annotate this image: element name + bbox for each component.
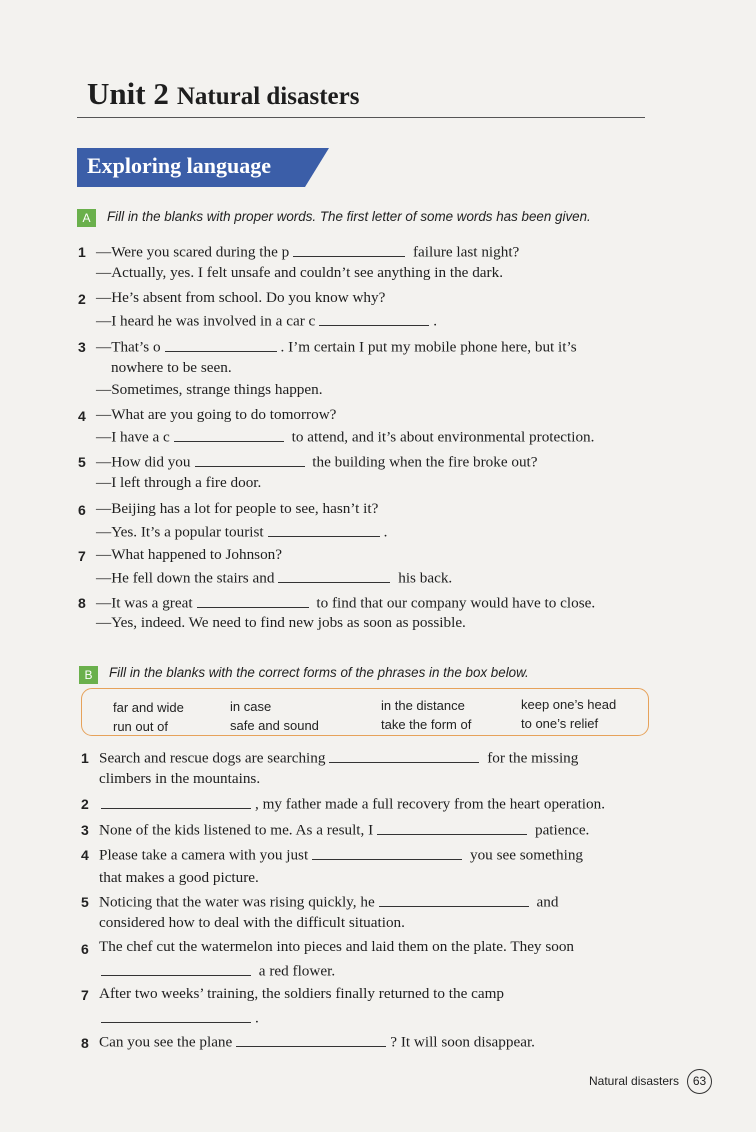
b6-line1: The chef cut the watermelon into pieces and laid them on the plate. They soon xyxy=(99,938,575,955)
text: —I have a c xyxy=(96,428,170,446)
b1-line1 xyxy=(99,748,578,768)
page-number: 63 xyxy=(687,1069,712,1094)
text: —It was a great xyxy=(96,594,193,612)
answer-blank[interactable] xyxy=(319,311,429,326)
a2-number: 2 xyxy=(78,291,86,307)
text: Noticing that the water was rising quickly, he xyxy=(99,893,375,911)
text: . xyxy=(255,1009,259,1027)
text: —He fell down the stairs and xyxy=(96,569,275,587)
text: the building when the fire broke out? xyxy=(308,453,538,471)
text: . I’m certain I put my mobile phone here, but it’s xyxy=(280,338,577,356)
a3-number: 3 xyxy=(78,339,86,355)
text: failure last night? xyxy=(409,243,520,261)
text: —I heard he was involved in a car c xyxy=(96,312,316,330)
b2-line1 xyxy=(99,794,605,814)
title-divider xyxy=(77,117,645,118)
a6-line1: —Beijing has a lot for people to see, hasn’t it? xyxy=(96,500,379,517)
section-a-badge: A xyxy=(77,209,96,227)
a3-line1 xyxy=(96,337,577,357)
answer-blank[interactable] xyxy=(195,452,305,467)
b3-line1 xyxy=(99,820,589,840)
answer-blank[interactable] xyxy=(293,242,405,257)
b4-line1 xyxy=(99,845,583,865)
a8-number: 8 xyxy=(78,595,86,611)
b4-number: 4 xyxy=(81,847,89,863)
text: . xyxy=(383,523,388,541)
text: and xyxy=(532,893,559,911)
b7-number: 7 xyxy=(81,987,89,1003)
phrase-item: take the form of xyxy=(381,717,472,732)
phrase-item: safe and sound xyxy=(230,718,319,733)
a5-line2: —I left through a fire door. xyxy=(96,474,262,491)
section-banner xyxy=(77,148,329,187)
answer-blank[interactable] xyxy=(174,427,284,442)
a6-number: 6 xyxy=(78,502,86,518)
text: —Yes. It’s a popular tourist xyxy=(96,523,264,541)
a1-number: 1 xyxy=(78,244,86,260)
a5-line1 xyxy=(96,452,538,472)
a8-line2: —Yes, indeed. We need to find new jobs as soon as possible. xyxy=(96,614,466,631)
a3-line3: —Sometimes, strange things happen. xyxy=(96,381,323,398)
a6-line2 xyxy=(96,522,387,542)
text: ? It will soon disappear. xyxy=(390,1033,535,1051)
text: his back. xyxy=(394,569,453,587)
b5-line1 xyxy=(99,892,558,912)
a4-line2 xyxy=(96,427,594,447)
a8-line1 xyxy=(96,593,595,613)
text: , my father made a full recovery from the heart operation. xyxy=(255,795,606,813)
text: Search and rescue dogs are searching xyxy=(99,749,326,767)
phrase-item: keep one’s head xyxy=(521,697,617,712)
phrase-item: in the distance xyxy=(381,698,465,713)
text: —That’s o xyxy=(96,338,161,356)
b6-line2 xyxy=(99,961,335,981)
b1-line2: climbers in the mountains. xyxy=(99,770,261,787)
answer-blank[interactable] xyxy=(236,1032,386,1047)
answer-blank[interactable] xyxy=(377,820,527,835)
a7-line1: —What happened to Johnson? xyxy=(96,546,283,563)
phrase-item: in case xyxy=(230,699,272,714)
text: Can you see the plane xyxy=(99,1033,233,1051)
section-b-badge: B xyxy=(79,666,98,684)
text: —Were you scared during the p xyxy=(96,243,290,261)
b7-line2 xyxy=(99,1008,259,1028)
text: for the missing xyxy=(483,749,579,767)
section-b-instruction: Fill in the blanks with the correct forms of the phrases in the box below. xyxy=(109,665,529,680)
banner-title: Exploring language xyxy=(87,153,271,178)
b1-number: 1 xyxy=(81,750,89,766)
answer-blank[interactable] xyxy=(101,1008,251,1023)
a4-number: 4 xyxy=(78,408,86,424)
text: Please take a camera with you just xyxy=(99,846,309,864)
a5-number: 5 xyxy=(78,454,86,470)
text: to find that our company would have to close. xyxy=(312,594,596,612)
text: . xyxy=(433,312,438,330)
text: to attend, and it’s about environmental protection. xyxy=(287,428,595,446)
text: None of the kids listened to me. As a result, I xyxy=(99,821,374,839)
text: —How did you xyxy=(96,453,191,471)
a7-line2 xyxy=(96,568,452,588)
b8-number: 8 xyxy=(81,1035,89,1051)
unit-number: Unit 2 xyxy=(87,76,169,111)
a3-line2: nowhere to be seen. xyxy=(111,359,232,376)
b8-line1 xyxy=(99,1032,535,1052)
a7-number: 7 xyxy=(78,548,86,564)
a4-line1: —What are you going to do tomorrow? xyxy=(96,406,337,423)
b5-number: 5 xyxy=(81,894,89,910)
text: you see something xyxy=(466,846,584,864)
answer-blank[interactable] xyxy=(268,522,380,537)
answer-blank[interactable] xyxy=(278,568,390,583)
phrase-item: to one’s relief xyxy=(521,716,599,731)
b7-line1: After two weeks’ training, the soldiers finally returned to the camp xyxy=(99,985,505,1002)
a1-line1 xyxy=(96,242,519,262)
answer-blank[interactable] xyxy=(101,794,251,809)
phrase-item: run out of xyxy=(113,719,168,734)
answer-blank[interactable] xyxy=(101,961,251,976)
a1-line2: —Actually, yes. I felt unsafe and couldn’t see anything in the dark. xyxy=(96,264,503,281)
b2-number: 2 xyxy=(81,796,89,812)
answer-blank[interactable] xyxy=(197,593,309,608)
text: a red flower. xyxy=(255,962,336,980)
section-a-instruction: Fill in the blanks with proper words. The first letter of some words has been given. xyxy=(107,209,591,224)
a2-line1: —He’s absent from school. Do you know why? xyxy=(96,289,386,306)
b6-number: 6 xyxy=(81,941,89,957)
answer-blank[interactable] xyxy=(165,337,277,352)
phrase-item: far and wide xyxy=(113,700,184,715)
a2-line2 xyxy=(96,311,437,331)
answer-blank[interactable] xyxy=(329,748,479,763)
b4-line2: that makes a good picture. xyxy=(99,869,259,886)
b5-line2: considered how to deal with the difficult situation. xyxy=(99,914,405,931)
unit-title: Natural disasters xyxy=(176,83,360,110)
b3-number: 3 xyxy=(81,822,89,838)
text: patience. xyxy=(531,821,590,839)
footer-title: Natural disasters xyxy=(589,1074,680,1088)
page-title xyxy=(87,76,359,112)
answer-blank[interactable] xyxy=(379,892,529,907)
answer-blank[interactable] xyxy=(312,845,462,860)
